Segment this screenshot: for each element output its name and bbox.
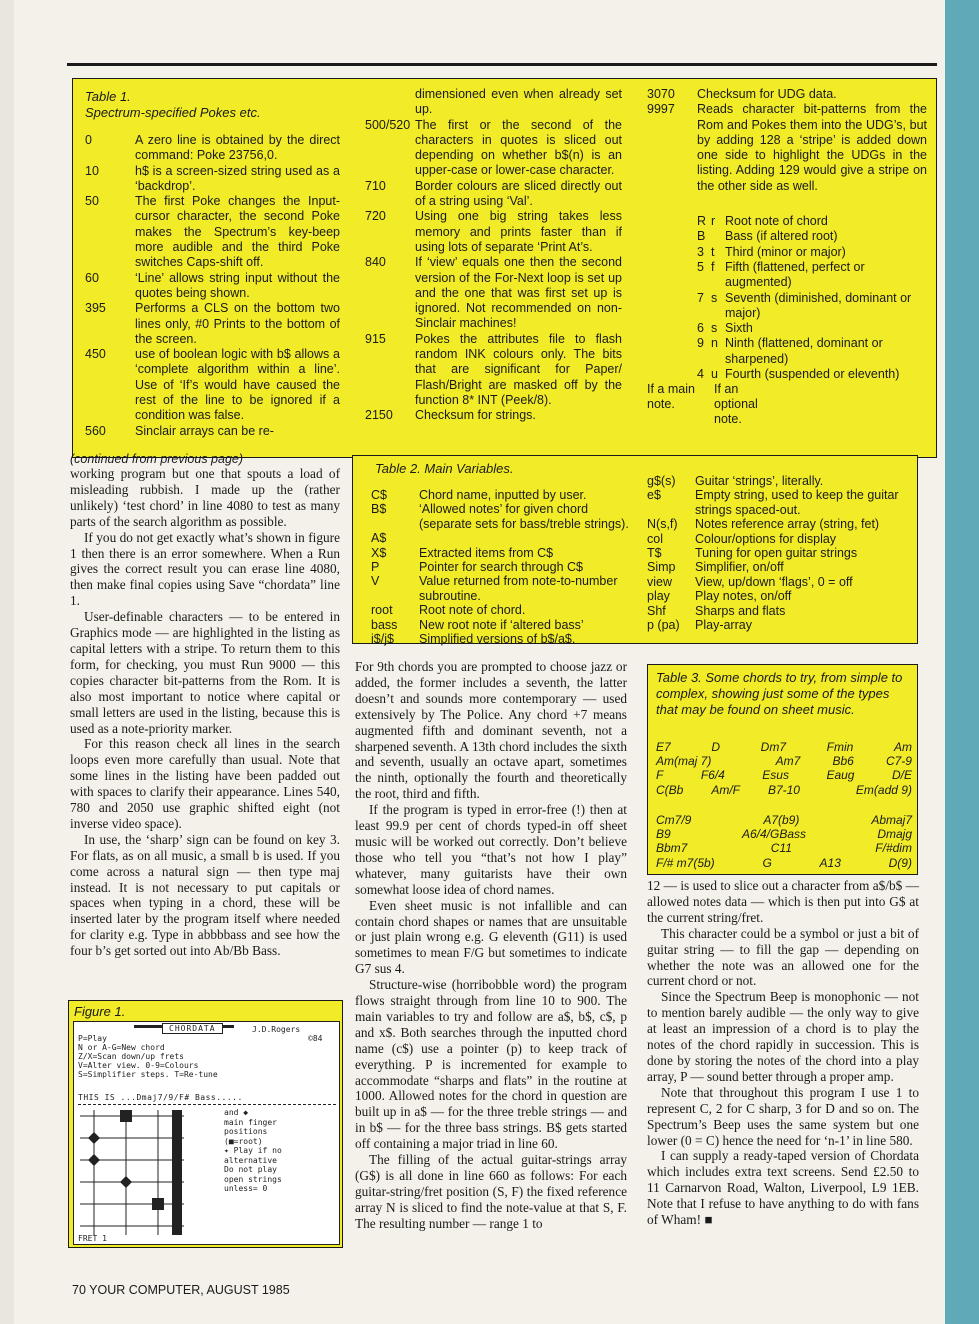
line-description: ‘Line’ allows string input without the quotes being shown. bbox=[135, 270, 340, 300]
chord-name: B9 bbox=[656, 827, 671, 842]
chord-name: C11 bbox=[770, 841, 792, 856]
chord-name: Abmaj7 bbox=[871, 813, 912, 827]
variable-name: e$ bbox=[647, 488, 661, 503]
variable-name: Shf bbox=[647, 603, 666, 618]
line-description: A zero line is obtained by the direct command: Poke 23756,0. bbox=[135, 133, 340, 163]
variable-description: Chord name, inputted by user. bbox=[419, 488, 587, 502]
variable-name: V bbox=[371, 574, 380, 589]
paragraph: For 9th chords you are prompted to choose jazz or added, the former includes a seventh, the latter doesn’t and sounds more contemporary — used extensively by The Police. Any chord +7 means augmented fifth and dominant seventh, not a sharpened seventh. A 13th chord includes the sixth and seventh, usually an octave apart, sometimes the ninth, optionally the fourth and theoretically the root, third and fifth. bbox=[355, 659, 627, 802]
legend-line: alternative bbox=[224, 1155, 277, 1165]
variable-description: Colour/options for display bbox=[695, 531, 837, 546]
line-description: Checksum for strings. bbox=[415, 408, 536, 423]
line-number: 9997 bbox=[647, 102, 675, 117]
note-description: Fourth (suspended or eleventh) bbox=[725, 367, 900, 382]
variable-description: Value returned from note-to-number subroutine. bbox=[419, 574, 618, 603]
note-legend-row bbox=[697, 245, 927, 260]
chord-name: F/# m7(5b) bbox=[656, 855, 715, 870]
line-number: 720 bbox=[365, 209, 386, 224]
line-number: 395 bbox=[85, 301, 106, 316]
author: J.D.Rogers bbox=[252, 1025, 301, 1034]
note-description: Fifth (flattened, perfect or augmented) bbox=[725, 259, 865, 290]
adjacent-page-strip bbox=[945, 0, 979, 1324]
note-symbol: 5 bbox=[697, 259, 704, 274]
variable-description: ‘Allowed notes’ for given chord (separate sets for bass/treble strings). bbox=[419, 502, 629, 531]
note-legend-row bbox=[697, 367, 927, 382]
chord-name: Eaug bbox=[826, 768, 855, 783]
chord-name: F bbox=[656, 768, 664, 783]
variable-row bbox=[647, 604, 912, 618]
note-symbol: R bbox=[697, 214, 707, 229]
chord-row bbox=[656, 740, 912, 754]
paragraph: For this reason check all lines in the search loops even more carefully than usual. Note that some lines in the listing have been padded out with spaces to clarify their appearance. Lines 540, 780 and 2050 use graphic shifted eight (not inverse video space). bbox=[70, 736, 340, 831]
fretboard-diagram bbox=[74, 1110, 194, 1235]
table-row bbox=[85, 301, 340, 347]
chord-name: Em(add 9) bbox=[855, 782, 912, 797]
paragraph: Since the Spectrum Beep is monophonic — not to mention barely audible — the only way to give at least an impression of a chord is to play the notes of the chord rapidly in succession. This is done by storing the notes of the chord into a play array, P — sound better through a proper amp. bbox=[647, 989, 919, 1084]
program-banner: CHORDATA bbox=[162, 1023, 223, 1034]
right-column bbox=[647, 878, 919, 1228]
note-legend-row bbox=[697, 229, 927, 244]
note-description: Root note of chord bbox=[725, 214, 828, 229]
variable-row bbox=[647, 546, 912, 560]
table-row bbox=[365, 179, 622, 210]
line-number: 3070 bbox=[647, 87, 675, 101]
variable-row bbox=[371, 603, 631, 617]
variable-name: C$ bbox=[371, 488, 387, 502]
note-description: Sixth bbox=[725, 321, 753, 336]
variable-description: Simplified versions of b$/a$. bbox=[419, 632, 576, 647]
variable-description: Sharps and flats bbox=[695, 603, 786, 618]
variable-description: Notes reference array (string, fet) bbox=[695, 517, 880, 532]
chord-name: B7-10 bbox=[767, 782, 800, 797]
table-row bbox=[647, 87, 927, 102]
line-description: Border colours are sliced directly out of a string using ‘Val’. bbox=[415, 178, 622, 209]
note-symbol: B bbox=[697, 229, 706, 244]
table-2-title: Table 2. Main Variables. bbox=[375, 461, 514, 476]
table-row bbox=[365, 87, 622, 118]
chord-name: Dm7 bbox=[760, 740, 787, 754]
note-legend-row bbox=[697, 214, 927, 229]
variable-row bbox=[371, 632, 631, 646]
chord-name: F/#dim bbox=[875, 841, 912, 856]
table-1-col-1 bbox=[85, 89, 340, 439]
legend-line: (■=root) bbox=[224, 1136, 263, 1146]
line-number: 560 bbox=[85, 423, 106, 438]
variable-description: Guitar ‘strings’, literally. bbox=[695, 474, 824, 488]
left-column bbox=[70, 452, 340, 959]
chord-name: G bbox=[762, 855, 772, 870]
line-number: 50 bbox=[85, 194, 99, 209]
line-description: use of boolean logic with b$ allows a ‘complete algorithm within a line’. Use of ‘If’s would have caused the rest of the line to be ignored if a condition was false. bbox=[135, 347, 340, 423]
variable-row bbox=[647, 488, 912, 517]
note-legend-row bbox=[697, 291, 927, 322]
table-row bbox=[85, 133, 340, 164]
variable-row bbox=[647, 474, 912, 488]
line-description: If ‘view’ equals one then the second version of the For-Next loop is set up and the one that was first set up is ignored. Not recommended on non-Sinclair machines! bbox=[415, 255, 622, 331]
paragraph: I can supply a ready-taped version of Chordata which includes extra text screens. Send £2.50 to 11 Carnarvon Road, Walton, Liverpool, L9 1EB. Note that I refuse to have anything to do with fans of Wham! ■ bbox=[647, 1148, 919, 1228]
line-description: Sinclair arrays can be re- bbox=[135, 423, 274, 438]
chord-name: D(9) bbox=[888, 855, 912, 870]
note-legend-row bbox=[697, 260, 927, 291]
table-row bbox=[365, 209, 622, 255]
paragraph: Structure-wise (horribobble word) the program flows straight through from line 10 to 900. The main variables to try and follow are a$, b$, c$, p and x$. Both searches through the inputted chord name (c$) use a pointer (p) to keep track of everything. P is incremented for example to accommodate “sharps and flats” in the routine at 1000. Allowed notes for the chord in question are built up in a$ — for the three treble strings — and in b$ — for the three bass strings. B$ gets started off containing a major triad in line 60. bbox=[355, 977, 627, 1152]
line-description: Checksum for UDG data. bbox=[697, 87, 837, 101]
legend-line: positions bbox=[224, 1127, 268, 1136]
variable-description: New root note if ‘altered bass’ bbox=[419, 617, 584, 632]
variable-description: Root note of chord. bbox=[419, 603, 526, 618]
note-description: Ninth (flattened, dominant or sharpened) bbox=[725, 336, 883, 366]
variable-row bbox=[371, 618, 631, 632]
line-number: 60 bbox=[85, 270, 99, 285]
variable-name: X$ bbox=[371, 545, 387, 560]
paragraph: This character could be a symbol or just a bit of guitar string — to fill the gap — depending on whether the note was an allowed one for the current chord or not. bbox=[647, 925, 919, 989]
chord-name: E7 bbox=[656, 740, 671, 754]
table-1-col-2 bbox=[365, 87, 622, 424]
table-1-title: Table 1. bbox=[85, 89, 131, 104]
chord-name: A6/4/GBass bbox=[741, 827, 807, 842]
variable-row bbox=[647, 589, 912, 603]
line-number: 2150 bbox=[365, 408, 393, 423]
variable-description: Play-array bbox=[695, 618, 752, 633]
menu-line: Z/X=Scan down/up frets bbox=[78, 1052, 184, 1061]
fret-indicator: FRET 1 bbox=[78, 1234, 107, 1243]
table-row bbox=[365, 408, 622, 423]
chord-name: D/E bbox=[891, 768, 912, 783]
variable-name: root bbox=[371, 603, 393, 618]
chord-name: Cm7/9 bbox=[656, 813, 692, 827]
table-row bbox=[365, 255, 622, 331]
continued-note: (continued from previous page) bbox=[70, 452, 244, 466]
legend-line: Do not play bbox=[224, 1165, 277, 1174]
legend-line: main finger bbox=[224, 1117, 277, 1127]
line-description: Pokes the attributes file to flash random INK colours only. The bits that are significant for Paper/ Flash/Bright are masked off by the function 8* INT (Peek/8). bbox=[415, 331, 622, 407]
note-symbol: 9 bbox=[697, 336, 704, 351]
variable-row bbox=[647, 532, 912, 546]
note-letter: n bbox=[711, 336, 718, 351]
variable-name: view bbox=[647, 574, 673, 589]
table-row bbox=[647, 102, 927, 194]
variable-name: col bbox=[647, 531, 663, 546]
note-letter: r bbox=[711, 214, 716, 229]
chord-row bbox=[656, 856, 912, 870]
chord-name: A13 bbox=[819, 855, 841, 870]
variable-name: i$/j$ bbox=[371, 632, 394, 647]
line-number: 500/520 bbox=[365, 117, 411, 132]
figure-1-box bbox=[68, 1000, 343, 1248]
variable-row bbox=[647, 517, 912, 531]
if-main-note-label: If a main note. bbox=[647, 382, 695, 412]
variable-name: P bbox=[371, 560, 380, 575]
spectrum-screen bbox=[73, 1021, 340, 1245]
variable-description: Simplifier, on/off bbox=[695, 560, 784, 575]
middle-column bbox=[355, 659, 627, 1232]
line-description: Using one big string takes less memory and prints faster than if using lots of separate ‘Print At’s. bbox=[415, 209, 622, 254]
top-rule bbox=[67, 63, 937, 66]
note-symbol: 6 bbox=[697, 321, 704, 336]
paragraph: Note that throughout this program I use 1 to represent C, 2 for C sharp, 3 for D and so on. The Spectrum’s Beep uses the same system but one lower (0 = C) hence the need for ‘n-1’ in line 580. bbox=[647, 1084, 919, 1148]
variable-row bbox=[647, 575, 912, 589]
note-letter: f bbox=[711, 259, 715, 274]
variable-description: Extracted items from C$ bbox=[419, 545, 554, 560]
note-description: Bass (if altered root) bbox=[725, 229, 838, 244]
note-letter: u bbox=[711, 367, 718, 382]
line-number: 710 bbox=[365, 178, 386, 193]
chord-row bbox=[656, 827, 912, 841]
chord-name: Esus bbox=[762, 768, 789, 783]
line-description: dimensioned even when already set up. bbox=[415, 87, 622, 117]
variable-description: View, up/down ‘flags’, 0 = off bbox=[695, 574, 853, 589]
line-number: 10 bbox=[85, 163, 99, 178]
note-letter: s bbox=[711, 290, 718, 305]
chord-name: F6/4 bbox=[700, 768, 725, 783]
chord-name: Dmajg bbox=[877, 827, 912, 842]
variable-description: Tuning for open guitar strings bbox=[695, 546, 858, 561]
note-letter bbox=[711, 229, 725, 244]
if-optional-note: If an optional note. bbox=[714, 382, 758, 427]
chord-name: Am bbox=[894, 740, 912, 754]
variable-name: N(s,f) bbox=[647, 517, 678, 532]
variable-name: A$ bbox=[371, 531, 387, 546]
variable-name: p (pa) bbox=[647, 618, 680, 633]
variable-description: Pointer for search through C$ bbox=[419, 560, 583, 575]
table-1-subtitle: Spectrum-specified Pokes etc. bbox=[85, 105, 261, 120]
note-description: Third (minor or major) bbox=[725, 244, 846, 259]
menu-line: N or A-G=New chord bbox=[78, 1043, 165, 1052]
note-letter: t bbox=[711, 244, 715, 259]
note-symbol: 3 bbox=[697, 244, 704, 259]
line-description: h$ is a screen-sized string used as a ‘backdrop’. bbox=[135, 163, 340, 193]
figure-1-title: Figure 1. bbox=[74, 1004, 126, 1019]
line-number: 915 bbox=[365, 331, 386, 346]
variable-row bbox=[371, 488, 631, 502]
table-row bbox=[365, 332, 622, 408]
paragraph: 12 — is used to slice out a character from a$/b$ — allowed notes data — which is then put into G$ at the current string/fret. bbox=[647, 878, 919, 925]
line-number bbox=[365, 87, 415, 118]
legend-line: ✦ Play if no bbox=[224, 1146, 282, 1155]
table-3-box bbox=[647, 664, 918, 875]
legend-line: open strings bbox=[224, 1174, 282, 1184]
variable-row bbox=[371, 502, 631, 531]
variable-name: T$ bbox=[647, 546, 662, 561]
variable-name: B$ bbox=[371, 502, 387, 517]
variable-name: play bbox=[647, 589, 670, 604]
variable-row bbox=[371, 546, 631, 560]
page-edge bbox=[0, 0, 14, 1324]
line-description: The first Poke changes the Input-cursor character, the second Poke makes the Spectrum’s key-beep more audible and the third Poke switches Caps-shift off. bbox=[135, 194, 340, 270]
chord-row bbox=[656, 783, 912, 797]
line-description: Reads character bit-patterns from the Rom and Pokes them into the UDG’s, but by adding 128 a ‘stripe’ is added down one side to highlight the UDGs in the listing. Adding 129 would give a stripe on the other side as well. bbox=[697, 102, 927, 193]
chord-name: Bbm7 bbox=[656, 841, 688, 856]
table-1-col-3 bbox=[647, 87, 927, 427]
chord-name: A7(b9) bbox=[763, 813, 800, 827]
paragraph: Even sheet music is not infallible and can contain chord shapes or names that are unsuitable or just plain wrong e.g. G eleventh (G11) is used sometimes to mean F/G but sometimes to indicate G7 sus 4. bbox=[355, 897, 627, 977]
note-symbol: 4 bbox=[697, 367, 704, 382]
variable-name: bass bbox=[371, 617, 398, 632]
variable-row bbox=[647, 618, 912, 632]
chord-name: C(Bb bbox=[656, 782, 684, 797]
table-2-box bbox=[352, 455, 918, 647]
paragraph: If you do not get exactly what’s shown in figure 1 then there is an error somewhere. When a Run gives the correct result you can erase line 4080, then make final copies using Save “chordata” line 1. bbox=[70, 529, 340, 609]
chord-name: Am7 bbox=[775, 754, 801, 769]
chord-row bbox=[656, 813, 912, 827]
chord-name: C7-9 bbox=[885, 754, 912, 769]
note-legend-row bbox=[697, 336, 927, 367]
menu-line: S=Simplifier steps. T=Re-tune bbox=[78, 1070, 218, 1079]
variable-row bbox=[371, 574, 631, 603]
chord-name: Fmin bbox=[826, 740, 854, 754]
note-description: Seventh (diminished, dominant or major) bbox=[725, 290, 912, 320]
line-description: The first or the second of the characters in quotes is sliced out depending on whether b$(n) is an upper-case or lower-case character. bbox=[415, 117, 622, 178]
paragraph: If the program is typed in error-free (!) then at least 99.9 per cent of chords typed-in off sheet music will be worked out correctly. Don’t believe those who tell you “that’s not how I play” whatever, many guitarists have their own somewhat loose idea of chord names. bbox=[355, 802, 627, 897]
table-row bbox=[365, 118, 622, 179]
paragraph: User-definable characters — to be entered in Graphics mode — are highlighted in the listing as capital letters with a stripe. To return them to this form, for checking, you must Run 9000 — this copies character bit-patterns from the Rom. It is also most important to notice where capital or small letters are used in the listing, because this is used as a note-priority marker. bbox=[70, 609, 340, 736]
legend-line: and ◆ bbox=[224, 1108, 249, 1117]
paragraph: The filling of the actual guitar-strings array (G$) is all done in line 660 as follows: For each guitar-string/fret position (S, F) the fixed reference array N is sliced to find the note-value at that S, F. The resulting number — range 1 to bbox=[355, 1152, 627, 1231]
paragraph: In use, the ‘sharp’ sign can be found on key 3. For flats, as on all music, a small b is used. If you come across a natural sign — then type maj instead. It is not necessary to put capitals or spaces when typing in a chord, these will be inserted later by the program itself where needed for clarity e.g. Type in abbbbass and see how the four b’s get sorted out into Ab/Bb Bass. bbox=[70, 831, 340, 959]
variable-name: Simp bbox=[647, 560, 676, 575]
line-description: Performs a CLS on the bottom two lines only, #0 Prints to the bottom of the screen. bbox=[135, 301, 340, 346]
variable-description: Play notes, on/off bbox=[695, 589, 792, 604]
page-footer: 70 YOUR COMPUTER, AUGUST 1985 bbox=[72, 1283, 290, 1297]
line-number: 450 bbox=[85, 347, 106, 362]
variable-description: Empty string, used to keep the guitar strings spaced-out. bbox=[695, 488, 899, 517]
table-row bbox=[85, 424, 340, 439]
chord-result-line: THIS IS ...Dmaj7/9/F# Bass..... bbox=[78, 1093, 243, 1102]
note-letter: s bbox=[711, 321, 718, 336]
variable-name: g$(s) bbox=[647, 474, 676, 488]
legend-line: unless= 0 bbox=[224, 1184, 268, 1193]
paragraph: working program but one that spouts a load of misleading rubbish. I made up the (rather unlikely) ‘test chord’ in line 4080 to test as many parts of the search algorithm as possible. bbox=[70, 466, 340, 529]
note-symbol: 7 bbox=[697, 290, 704, 305]
table-1-box bbox=[72, 78, 937, 458]
table-row bbox=[85, 164, 340, 195]
chord-name: D bbox=[711, 740, 721, 754]
line-number: 0 bbox=[85, 133, 92, 147]
table-row bbox=[85, 194, 340, 270]
menu-line: P=Play bbox=[78, 1034, 107, 1043]
chord-row bbox=[656, 768, 912, 782]
chord-row bbox=[656, 754, 912, 768]
note-legend-row bbox=[697, 321, 927, 336]
variable-row bbox=[371, 560, 631, 574]
menu-line: V=Alter view. 0-9=Colours bbox=[78, 1061, 199, 1070]
chord-name: Bb6 bbox=[832, 754, 854, 769]
chord-name: Am/F bbox=[711, 782, 740, 797]
copyright: ©84 bbox=[308, 1034, 323, 1043]
variable-row bbox=[371, 531, 631, 545]
chord-row bbox=[656, 841, 912, 855]
table-row bbox=[85, 347, 340, 423]
table-3-title: Table 3. Some chords to try, from simple to complex, showing just some of the types that may be found on sheet music. bbox=[656, 670, 903, 717]
line-number: 840 bbox=[365, 255, 386, 270]
table-row bbox=[85, 271, 340, 302]
chord-name: Am(maj 7) bbox=[656, 754, 712, 769]
variable-row bbox=[647, 560, 912, 574]
